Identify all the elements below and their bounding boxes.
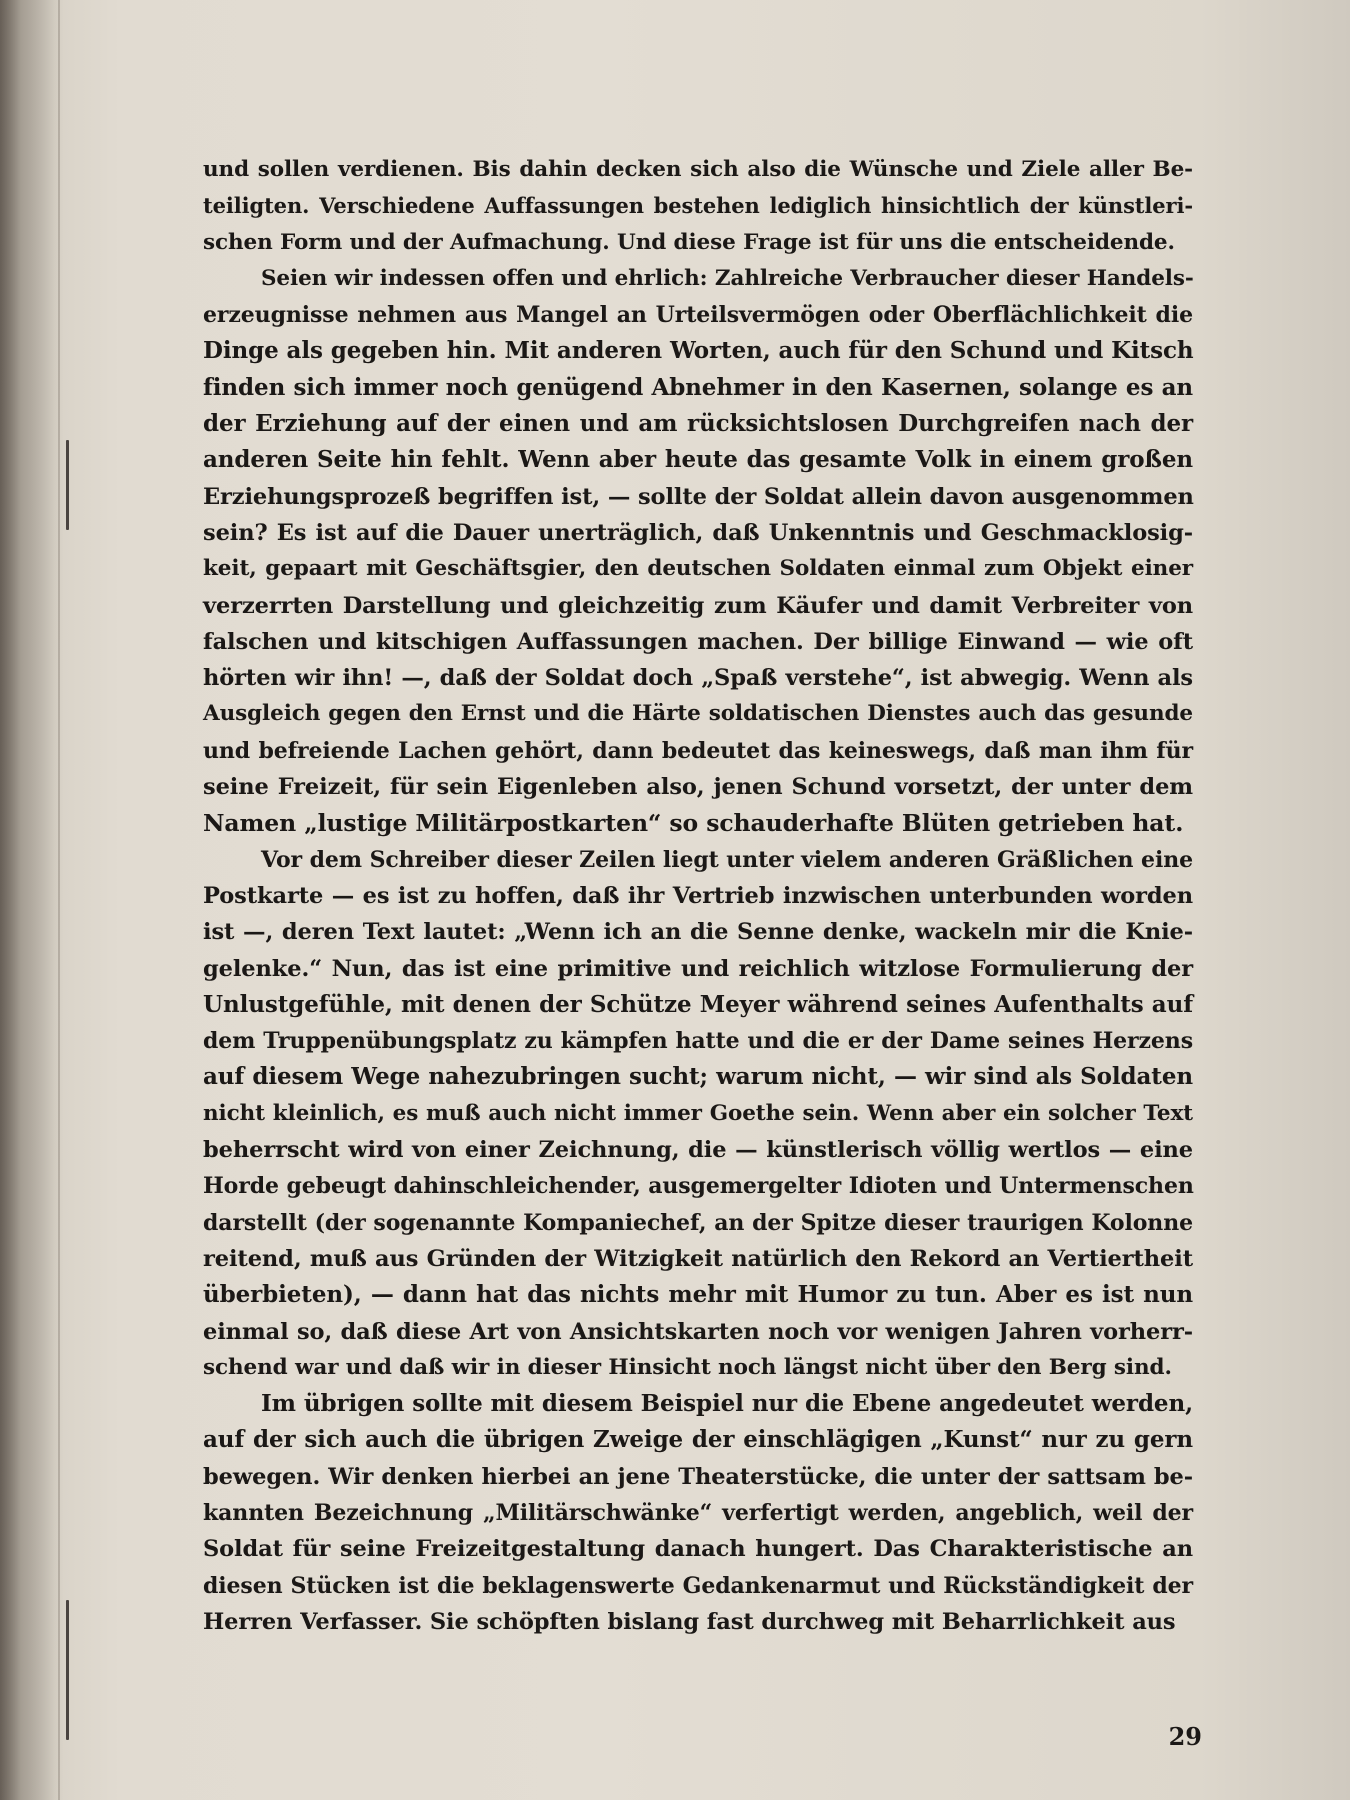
text-line: und befreiende Lachen gehört, dann bedeutet das keineswegs, daß man ihm für <box>203 737 1193 764</box>
text-line: überbieten), — dann hat das nichts mehr mit Humor zu tun. Aber es ist nun <box>203 1281 1193 1309</box>
page-number: 29 <box>1168 1722 1202 1751</box>
text-line: Herren Verfasser. Sie schöpften bislang fast durchweg mit Beharrlichkeit aus <box>203 1608 1176 1635</box>
page-gutter-line <box>58 0 60 1800</box>
text-line: Im übrigen sollte mit diesem Beispiel nur die Ebene angedeutet werden, <box>261 1390 1193 1418</box>
text-line: keit, gepaart mit Geschäftsgier, den deutschen Soldaten einmal zum Objekt einer <box>203 556 1193 582</box>
page-gutter-shadow <box>0 0 64 1800</box>
text-line: dem Truppenübungsplatz zu kämpfen hatte und die er der Dame seines Herzens <box>203 1028 1193 1055</box>
text-line: Postkarte — es ist zu hoffen, daß ihr Vertrieb inzwischen unterbunden worden <box>203 882 1193 909</box>
paragraph <box>203 152 1193 261</box>
paragraph <box>203 261 1193 842</box>
text-line: seine Freizeit, für sein Eigenleben also, jenen Schund vorsetzt, der unter dem <box>203 774 1193 801</box>
text-line: Seien wir indessen offen und ehrlich: Zahlreiche Verbraucher dieser Handels- <box>261 265 1194 291</box>
text-line: Unlustgefühle, mit denen der Schütze Meyer während seines Aufenthalts auf <box>203 990 1193 1018</box>
text-line: Erziehungsprozeß begriffen ist, — sollte der Soldat allein davon ausgenommen <box>203 483 1194 510</box>
text-line: falschen und kitschigen Auffassungen machen. Der billige Einwand — wie oft <box>203 628 1193 655</box>
text-line: auf der sich auch die übrigen Zweige der einschlägigen „Kunst“ nur zu gern <box>203 1426 1193 1454</box>
text-line: sein? Es ist auf die Dauer unerträglich, daß Unkenntnis und Geschmacklosig- <box>203 519 1193 546</box>
text-line: verzerrten Darstellung und gleichzeitig zum Käufer und damit Verbreiter von <box>203 592 1193 619</box>
text-line: gelenke.“ Nun, das ist eine primitive und reichlich witzlose Formulierung der <box>203 955 1193 982</box>
text-line: teiligten. Verschiedene Auffassungen bestehen lediglich hinsichtlich der künstleri- <box>203 193 1193 219</box>
text-line: beherrscht wird von einer Zeichnung, die — künstlerisch völlig wertlos — eine <box>203 1137 1193 1164</box>
text-line: Vor dem Schreiber dieser Zeilen liegt unter vielem anderen Gräßlichen eine <box>261 846 1193 873</box>
text-line: Soldat für seine Freizeitgestaltung danach hungert. Das Charakteristische an <box>203 1536 1193 1563</box>
text-line: reitend, muß aus Gründen der Witzigkeit natürlich den Rekord an Vertiertheit <box>203 1245 1193 1272</box>
text-line: einmal so, daß diese Art von Ansichtskarten noch vor wenigen Jahren vorherr- <box>203 1318 1193 1345</box>
margin-mark <box>66 440 69 530</box>
text-line: Horde gebeugt dahinschleichender, ausgemergelter Idioten und Untermenschen <box>203 1173 1194 1200</box>
text-line: diesen Stücken ist die beklagenswerte Gedankenarmut und Rückständigkeit der <box>203 1572 1193 1599</box>
text-line: nicht kleinlich, es muß auch nicht immer Goethe sein. Wenn aber ein solcher Text <box>203 1100 1193 1126</box>
paragraph <box>203 842 1193 1386</box>
text-line: anderen Seite hin fehlt. Wenn aber heute das gesamte Volk in einem großen <box>203 446 1193 474</box>
text-line: bewegen. Wir denken hierbei an jene Theaterstücke, die unter der sattsam be- <box>203 1463 1193 1490</box>
text-line: auf diesem Wege nahezubringen sucht; warum nicht, — wir sind als Soldaten <box>203 1063 1193 1091</box>
text-line: schen Form und der Aufmachung. Und diese Frage ist für uns die entscheidende. <box>203 229 1175 255</box>
text-line: ist —, deren Text lautet: „Wenn ich an die Senne denke, wackeln mir die Knie- <box>203 919 1193 946</box>
text-line: Namen „lustige Militärpostkarten“ so schauderhafte Blüten getrieben hat. <box>203 809 1184 838</box>
text-line: der Erziehung auf der einen und am rücksichtslosen Durchgreifen nach der <box>203 410 1193 438</box>
text-line: Dinge als gegeben hin. Mit anderen Worten, auch für den Schund und Kitsch <box>203 337 1194 365</box>
body-text <box>203 152 1193 1640</box>
margin-mark <box>66 1600 69 1740</box>
text-line: Ausgleich gegen den Ernst und die Härte soldatischen Dienstes auch das gesunde <box>203 701 1193 727</box>
text-line: schend war und daß wir in dieser Hinsicht noch längst nicht über den Berg sind. <box>203 1354 1172 1380</box>
paragraph <box>203 1386 1193 1640</box>
text-line: und sollen verdienen. Bis dahin decken sich also die Wünsche und Ziele aller Be- <box>203 157 1193 182</box>
text-line: hörten wir ihn! —, daß der Soldat doch „Spaß verstehe“, ist abwegig. Wenn als <box>203 665 1193 692</box>
text-line: darstellt (der sogenannte Kompaniechef, an der Spitze dieser traurigen Kolonne <box>203 1209 1193 1236</box>
text-line: kannten Bezeichnung „Militärschwänke“ verfertigt werden, angeblich, weil der <box>203 1499 1193 1526</box>
text-line: erzeugnisse nehmen aus Mangel an Urteilsvermögen oder Oberflächlichkeit die <box>203 302 1193 329</box>
text-line: finden sich immer noch genügend Abnehmer in den Kasernen, solange es an <box>203 373 1193 401</box>
